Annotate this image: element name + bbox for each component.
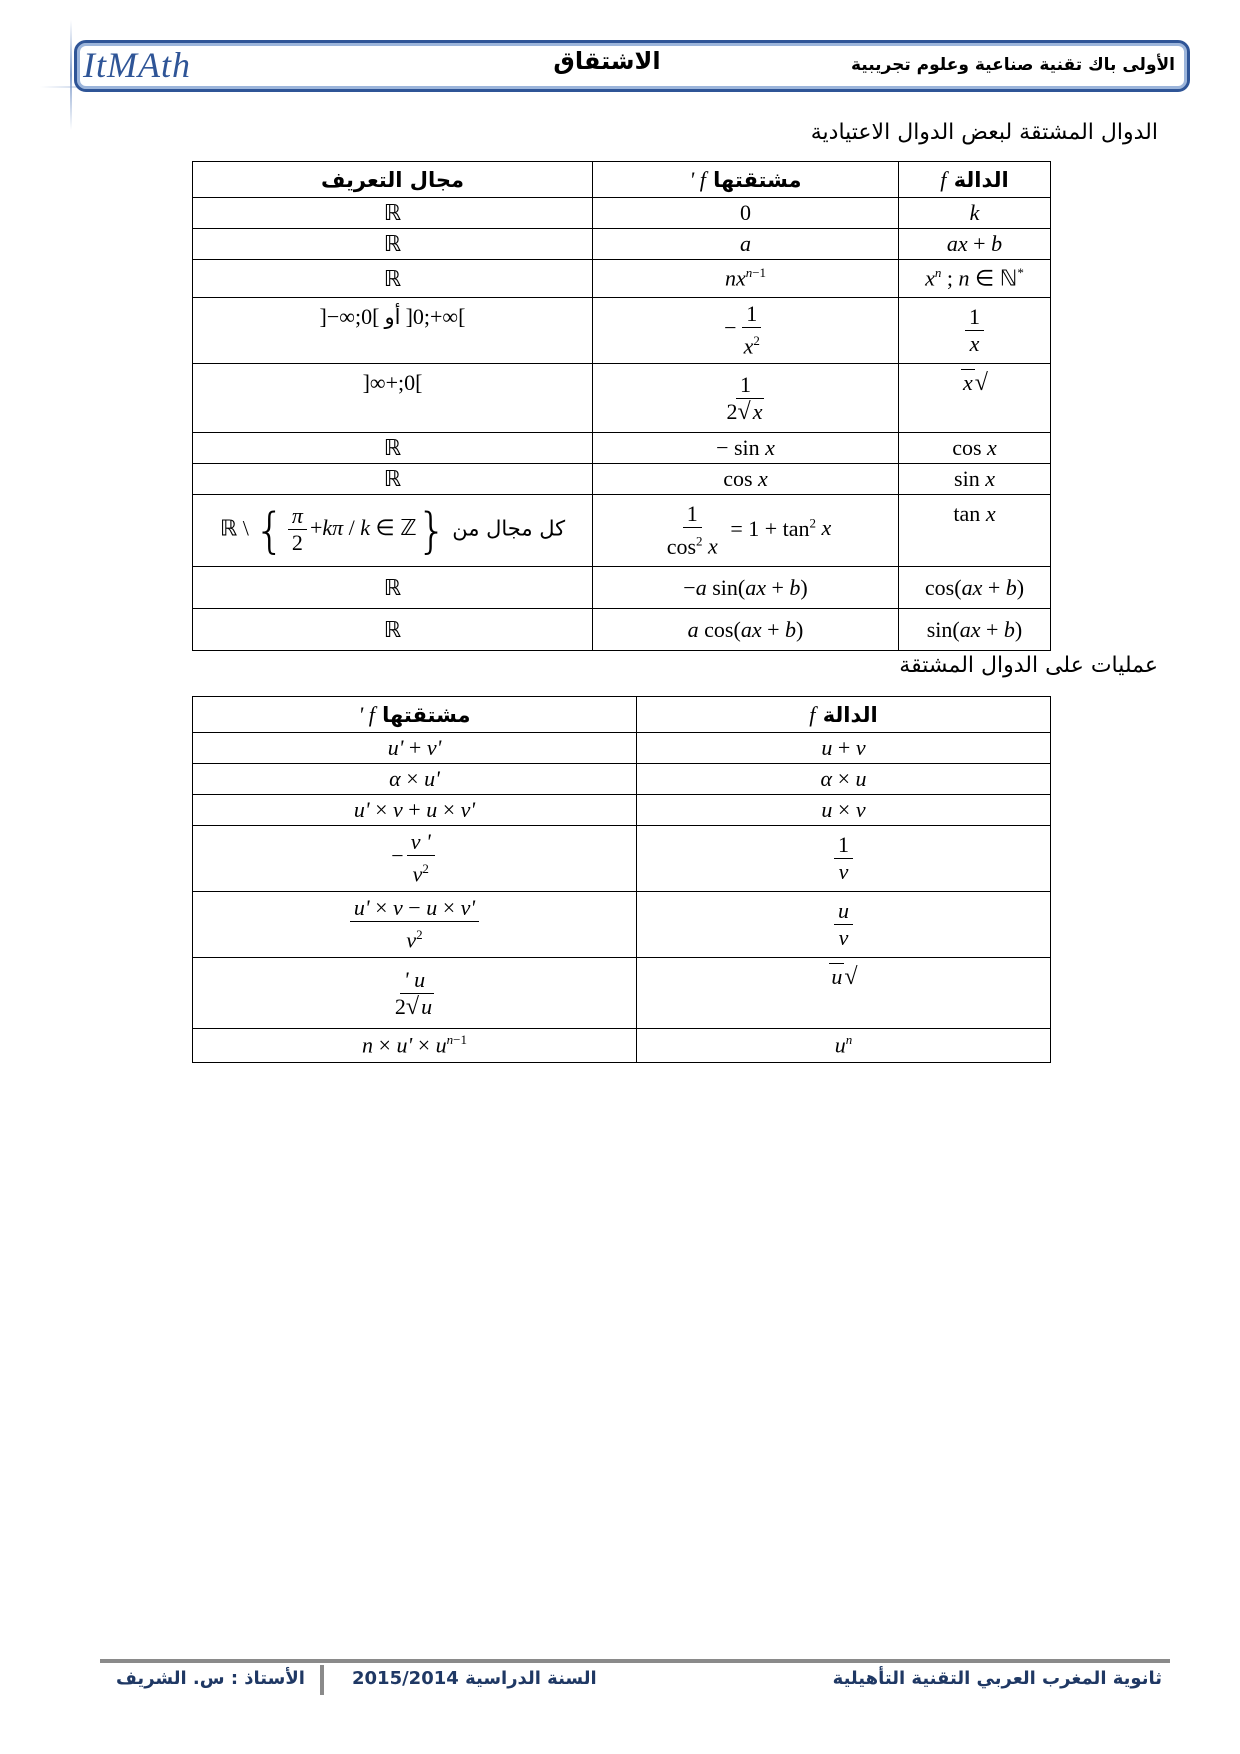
table-row: $x^n$ ; n ∈ ℕ* $nx^{n-1}$ ℝ bbox=[193, 260, 1051, 298]
table-row: √u $\frac{u '}{2√u}$ bbox=[193, 958, 1051, 1029]
page-header bbox=[74, 40, 1190, 92]
table-header-row bbox=[193, 697, 1051, 733]
operations-table bbox=[192, 696, 1051, 1063]
table-row: sin x cos x ℝ bbox=[193, 464, 1051, 495]
table-row: $\frac{1}{v}$ − $\frac{v '}{v^2}$ bbox=[193, 826, 1051, 892]
footer-separator bbox=[320, 1665, 324, 1695]
table-row: u × v u' × v + u × v' bbox=[193, 795, 1051, 826]
footer-divider bbox=[100, 1659, 1170, 1663]
header-derivative: مشتقتها f ' bbox=[193, 697, 637, 733]
table-row: √x $\frac{1}{2√x}$ ]0;+∞[ bbox=[193, 364, 1051, 433]
teacher-name: الأستاذ : س. الشريف bbox=[116, 1668, 305, 1689]
table-row: sin(ax + b) a cos(ax + b) ℝ bbox=[193, 609, 1051, 651]
school-year: 2015/2014 السنة الدراسية bbox=[352, 1668, 597, 1689]
table-row: $\frac{u}{v}$ $\frac{u' \times v - u \times v'}{v^2}$ bbox=[193, 892, 1051, 958]
logo-flare bbox=[70, 20, 72, 130]
page-title: الاشتقاق bbox=[553, 47, 661, 75]
table-row: α × u α × u' bbox=[193, 764, 1051, 795]
header-function: الدالة f bbox=[899, 162, 1051, 198]
logo: ItMAth bbox=[83, 45, 191, 85]
table-header-row bbox=[193, 162, 1051, 198]
class-level: الأولى باك تقنية صناعية وعلوم تجريبية bbox=[850, 55, 1175, 75]
header-domain: مجال التعريف bbox=[193, 162, 593, 198]
table1-title: الدوال المشتقة لبعض الدوال الاعتيادية bbox=[810, 120, 1158, 145]
table-row: k 0 ℝ bbox=[193, 198, 1051, 229]
table2-title: عمليات على الدوال المشتقة bbox=[899, 653, 1158, 678]
table-row: tan x $\frac{1}{\cos^2 x}$ = $1 + \tan^2 x$ ℝ \ { $\frac{\pi}{2}$ +kπ / k ∈ ℤ} كل مجال من bbox=[193, 495, 1051, 567]
table-row: ax + b a ℝ bbox=[193, 229, 1051, 260]
table-row: $\frac{1}{x}$ − $\frac{1}{x^2}$ ]−∞;0[ أو ]0;+∞[ bbox=[193, 298, 1051, 364]
derivatives-table bbox=[192, 161, 1051, 651]
table-row: cos x − sin x ℝ bbox=[193, 433, 1051, 464]
table-row: $u^n$ $n \times u' \times u^{n-1}$ bbox=[193, 1029, 1051, 1063]
school-name: ثانوية المغرب العربي التقنية التأهيلية bbox=[832, 1668, 1162, 1689]
header-derivative: مشتقتها f ' bbox=[593, 162, 899, 198]
header-function: الدالة f bbox=[637, 697, 1051, 733]
table-row: cos(ax + b) −a sin(ax + b) ℝ bbox=[193, 567, 1051, 609]
table-row: u + v u' + v' bbox=[193, 733, 1051, 764]
